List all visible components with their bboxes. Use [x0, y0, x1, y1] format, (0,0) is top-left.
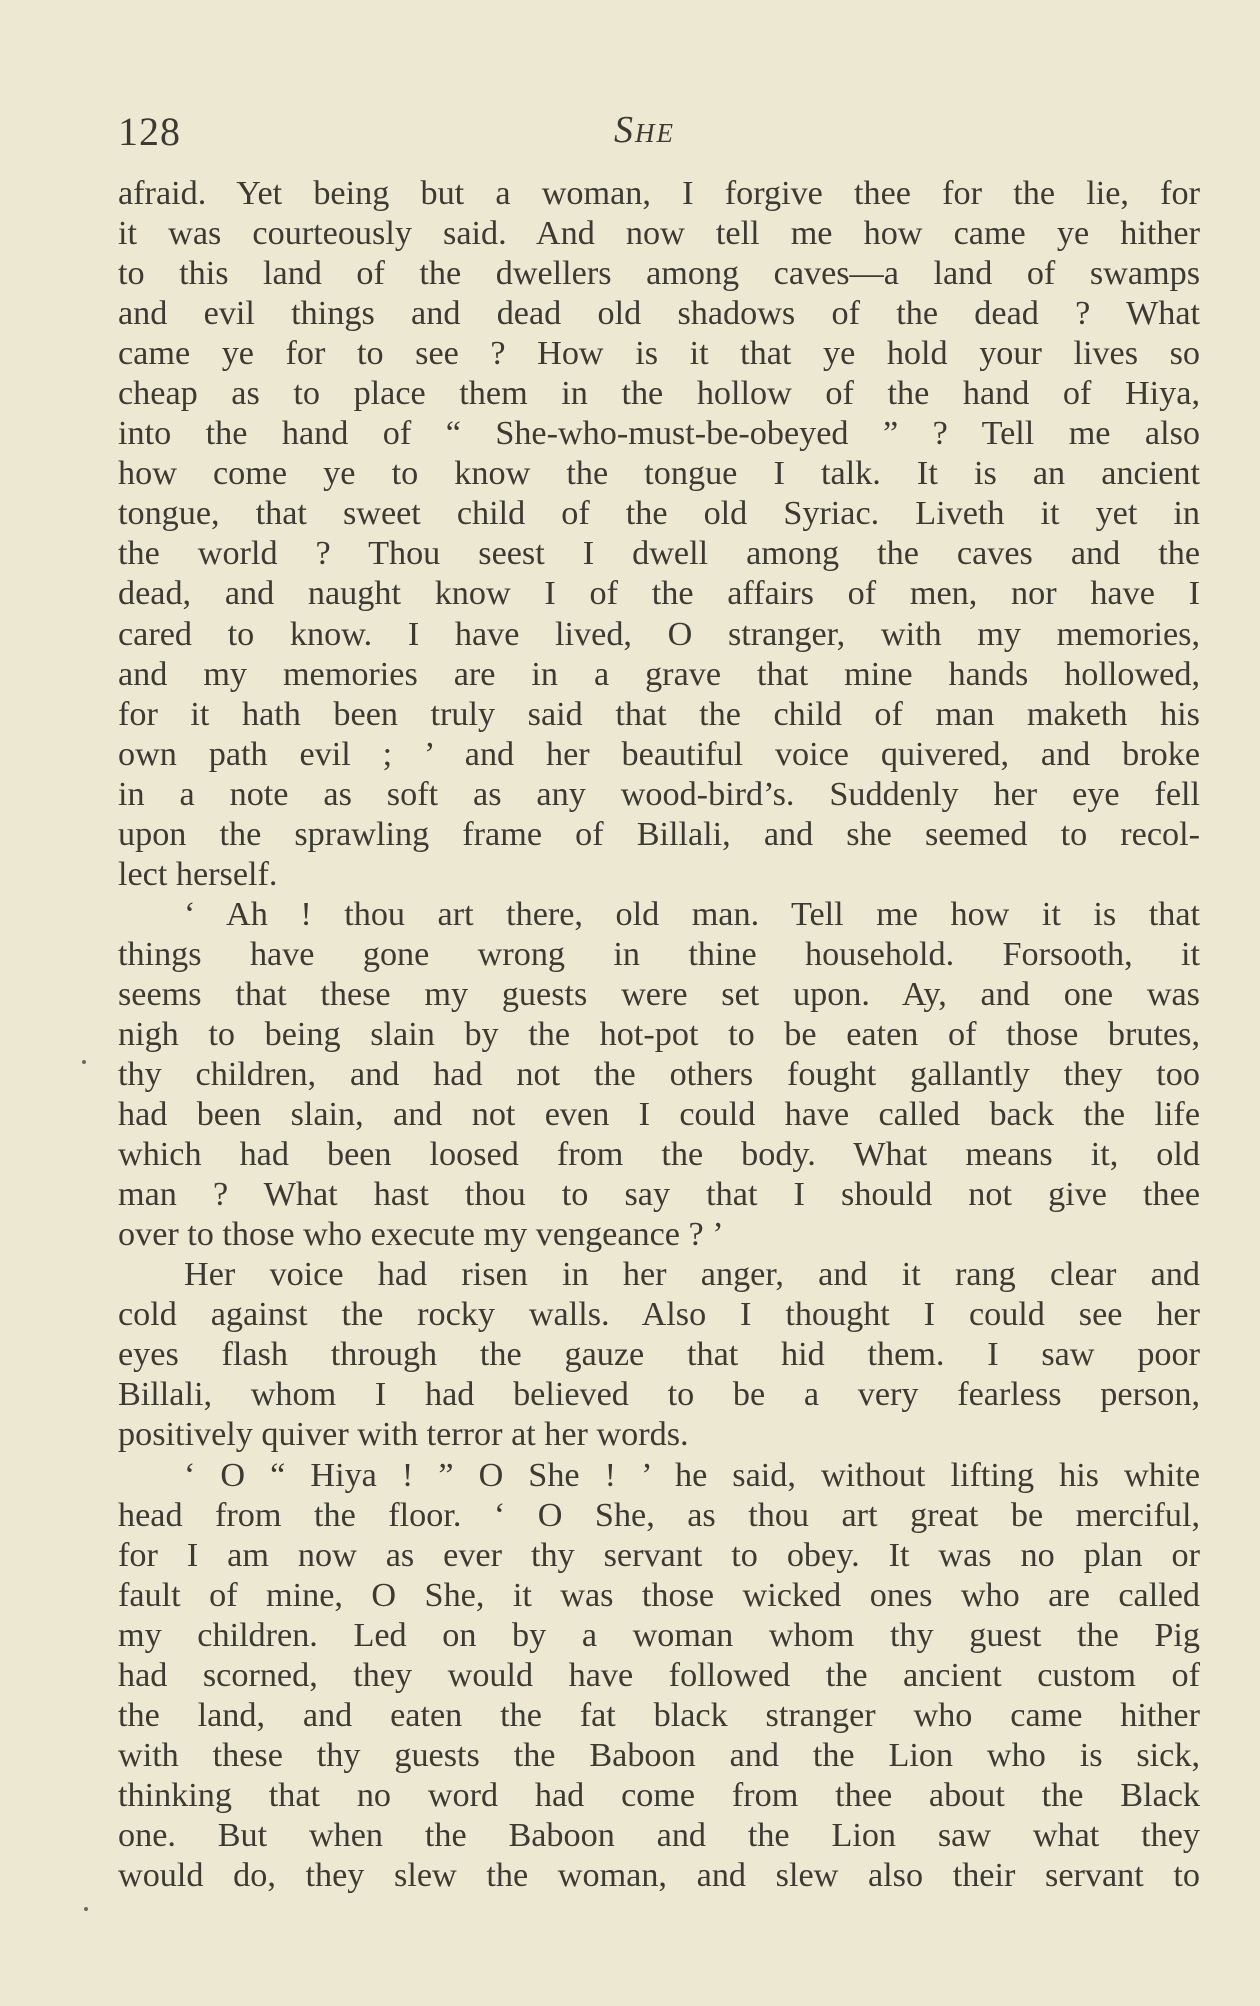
text-line: positively quiver with terror at her words. [118, 1416, 689, 1454]
text-line: head from the floor. ‘ O She, as thou art great be merciful, [118, 1496, 1200, 1534]
text-line: ‘ O “ Hiya ! ” O She ! ’ he said, without lifting his white [184, 1456, 1200, 1494]
text-line: and evil things and dead old shadows of the dead ? What [118, 295, 1200, 333]
text-line: over to those who execute my vengeance ? ’ [118, 1216, 724, 1254]
text-line: the land, and eaten the fat black stranger who came hither [118, 1696, 1200, 1734]
text-line: came ye for to see ? How is it that ye hold your lives so [118, 335, 1200, 373]
text-line: afraid. Yet being but a woman, I forgive thee for the lie, for [118, 175, 1200, 212]
text-line: fault of mine, O She, it was those wicked ones who are called [118, 1576, 1200, 1614]
text-line: Her voice had risen in her anger, and it rang clear and [184, 1256, 1200, 1294]
text-line: with these thy guests the Baboon and the Lion who is sick, [118, 1736, 1200, 1774]
text-line: my children. Led on by a woman whom thy guest the Pig [118, 1616, 1200, 1654]
text-line: it was courteously said. And now tell me how came ye hither [118, 215, 1200, 253]
running-head [118, 108, 1200, 158]
text-line: would do, they slew the woman, and slew also their servant to [118, 1856, 1200, 1894]
text-line: cared to know. I have lived, O stranger, with my memories, [118, 615, 1200, 653]
text-line: one. But when the Baboon and the Lion saw what they [118, 1816, 1200, 1854]
text-line: had scorned, they would have followed the ancient custom of [118, 1656, 1200, 1694]
text-line: thinking that no word had come from thee about the Black [118, 1776, 1200, 1814]
text-line: in a note as soft as any wood-bird’s. Suddenly her eye fell [118, 775, 1200, 813]
text-line: tongue, that sweet child of the old Syriac. Liveth it yet in [118, 495, 1200, 533]
text-line: Billali, whom I had believed to be a very fearless person, [118, 1376, 1200, 1414]
text-line: lect herself. [118, 855, 278, 893]
page-number: 128 [118, 109, 181, 154]
text-line: upon the sprawling frame of Billali, and she seemed to recol- [118, 815, 1200, 853]
text-line: nigh to being slain by the hot-pot to be eaten of those brutes, [118, 1015, 1200, 1053]
text-line: cheap as to place them in the hollow of the hand of Hiya, [118, 375, 1200, 413]
text-line: dead, and naught know I of the affairs of men, nor have I [118, 575, 1200, 613]
text-line: cold against the rocky walls. Also I thought I could see her [118, 1296, 1200, 1334]
text-line: ‘ Ah ! thou art there, old man. Tell me how it is that [184, 895, 1200, 933]
text-line: own path evil ; ’ and her beautiful voice quivered, and broke [118, 735, 1200, 773]
margin-dot [82, 1060, 86, 1064]
text-line: how come ye to know the tongue I talk. It is an ancient [118, 455, 1200, 493]
body-text [118, 174, 1200, 1896]
text-line: things have gone wrong in thine household. Forsooth, it [118, 935, 1200, 973]
text-line: for I am now as ever thy servant to obey. It was no plan or [118, 1536, 1200, 1574]
text-line: seems that these my guests were set upon. Ay, and one was [118, 975, 1200, 1013]
text-line: had been slain, and not even I could have called back the life [118, 1096, 1200, 1134]
text-line: and my memories are in a grave that mine hands hollowed, [118, 655, 1200, 693]
text-line: for it hath been truly said that the child of man maketh his [118, 695, 1200, 733]
text-line: eyes flash through the gauze that hid them. I saw poor [118, 1336, 1200, 1374]
text-line: to this land of the dwellers among caves—a land of swamps [118, 255, 1200, 293]
text-line: man ? What hast thou to say that I should not give thee [118, 1176, 1200, 1214]
margin-dot [84, 1907, 88, 1911]
text-line: into the hand of “ She-who-must-be-obeyed ” ? Tell me also [118, 415, 1200, 453]
text-line: thy children, and had not the others fought gallantly they too [118, 1056, 1200, 1094]
running-title: She [614, 109, 675, 151]
text-line: the world ? Thou seest I dwell among the caves and the [118, 535, 1200, 573]
text-line: which had been loosed from the body. What means it, old [118, 1136, 1200, 1174]
